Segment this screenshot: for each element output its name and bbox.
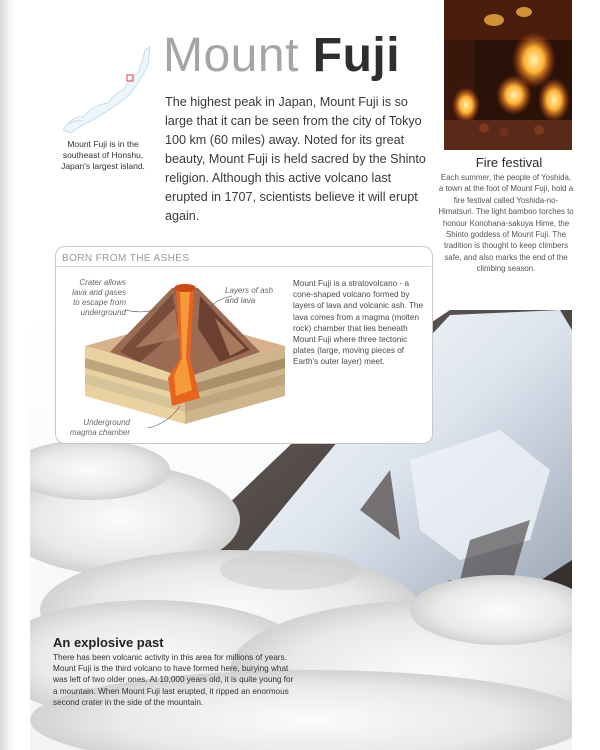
page-edge-shadow <box>0 0 16 750</box>
label-layers: Layers of ash and lava <box>225 286 274 305</box>
label-crater: Crater allows lava and gases to escape from underground <box>72 278 126 317</box>
map-caption: Mount Fuji is in the southeast of Honshu, Japan's largest island. <box>61 139 145 171</box>
fire-festival-text: Each summer, the people of Yoshida, a town at the foot of Mount Fuji, hold a fire festival called Yoshida-no-Himatsuri. The light bamboo torches to honour Konohana-sakuya Hime, the Shinto goddess of Mount Fuji. The tradition is thought to keep climbers safe, and also marks the end of the climbing season. <box>438 173 574 274</box>
born-from-ashes-title: BORN FROM THE ASHES <box>62 253 190 264</box>
title-part-2: Fuji <box>312 29 401 82</box>
title-part-1: Mount <box>163 29 299 82</box>
born-from-ashes-text: Mount Fuji is a stratovolcano - a cone-shaped volcano formed by layers of lava and volcanic ash. The lava comes from a magma (molten rock) chamber that lies beneath Mount Fuji where three tectonic plates (large, moving pieces of Earth's outer layer) meet. <box>293 279 424 367</box>
born-title-divider <box>56 266 431 267</box>
fire-festival-heading: Fire festival <box>475 155 543 170</box>
japan-map <box>53 35 153 135</box>
explosive-past-heading: An explosive past <box>53 635 164 650</box>
page-title <box>163 28 400 84</box>
fire-festival-photo <box>444 0 572 150</box>
intro-paragraph: The highest peak in Japan, Mount Fuji is so large that it can be seen from the city of Tokyo 100 km (60 miles) away. Noted for its great beauty, Mount Fuji is held sacred by the Shinto religion. Although this active volcano last erupted in 1707, scientists believe it will erupt again. <box>165 95 426 223</box>
explosive-past-text: There has been volcanic activity in this area for millions of years. Mount Fuji is the third volcano to have formed here, burying what was left of two older ones. At 10,000 years old, it is quite young for a mountain. When Mount Fuji last erupted, it ripped an enormous second crater in the side of the mountain. <box>53 653 294 707</box>
label-magma-chamber: Underground magma chamber <box>69 418 130 437</box>
